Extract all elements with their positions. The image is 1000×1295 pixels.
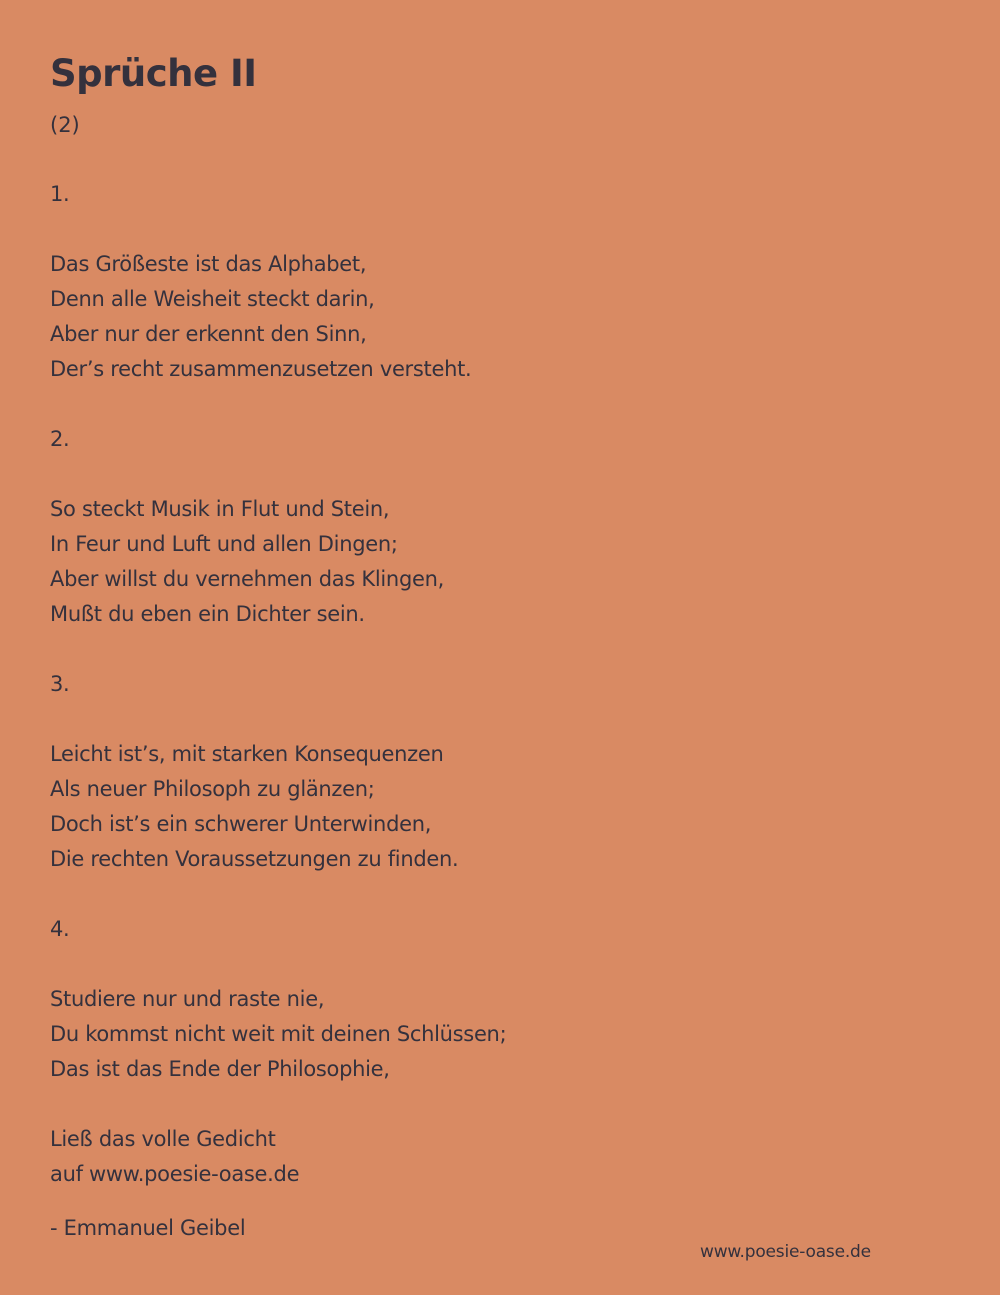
poem-line: Das Größeste ist das Alphabet,: [50, 252, 367, 276]
poem-line: Die rechten Voraussetzungen zu finden.: [50, 847, 459, 871]
stanza-number: 4.: [50, 917, 70, 941]
poem-line: Als neuer Philosoph zu glänzen;: [50, 777, 375, 801]
poem-line: Das ist das Ende der Philosophie,: [50, 1057, 390, 1081]
stanza-number: 1.: [50, 182, 70, 206]
poem-line: Aber nur der erkennt den Sinn,: [50, 322, 367, 346]
read-more-link[interactable]: auf www.poesie-oase.de: [50, 1162, 300, 1186]
poem-line: Du kommst nicht weit mit deinen Schlüssen;: [50, 1022, 507, 1046]
poem-line: In Feur und Luft und allen Dingen;: [50, 532, 398, 556]
poem-line: Studiere nur und raste nie,: [50, 987, 325, 1011]
poem-title: Sprüche II: [50, 52, 257, 95]
poem-line: Der’s recht zusammenzusetzen versteht.: [50, 357, 472, 381]
poem-line: So steckt Musik in Flut und Stein,: [50, 497, 390, 521]
stanza-number: 2.: [50, 427, 70, 451]
poem-line: Doch ist’s ein schwerer Unterwinden,: [50, 812, 432, 836]
read-more-text: Ließ das volle Gedicht: [50, 1127, 276, 1151]
stanza-number: 3.: [50, 672, 70, 696]
poem-line: Leicht ist’s, mit starken Konsequenzen: [50, 742, 444, 766]
footer-url[interactable]: www.poesie-oase.de: [700, 1242, 871, 1262]
poem-line: Aber willst du vernehmen das Klingen,: [50, 567, 444, 591]
poem-subtitle: (2): [50, 113, 80, 137]
poem-line: Denn alle Weisheit steckt darin,: [50, 287, 375, 311]
author-credit: - Emmanuel Geibel: [50, 1216, 246, 1240]
poem-line: Mußt du eben ein Dichter sein.: [50, 602, 365, 626]
